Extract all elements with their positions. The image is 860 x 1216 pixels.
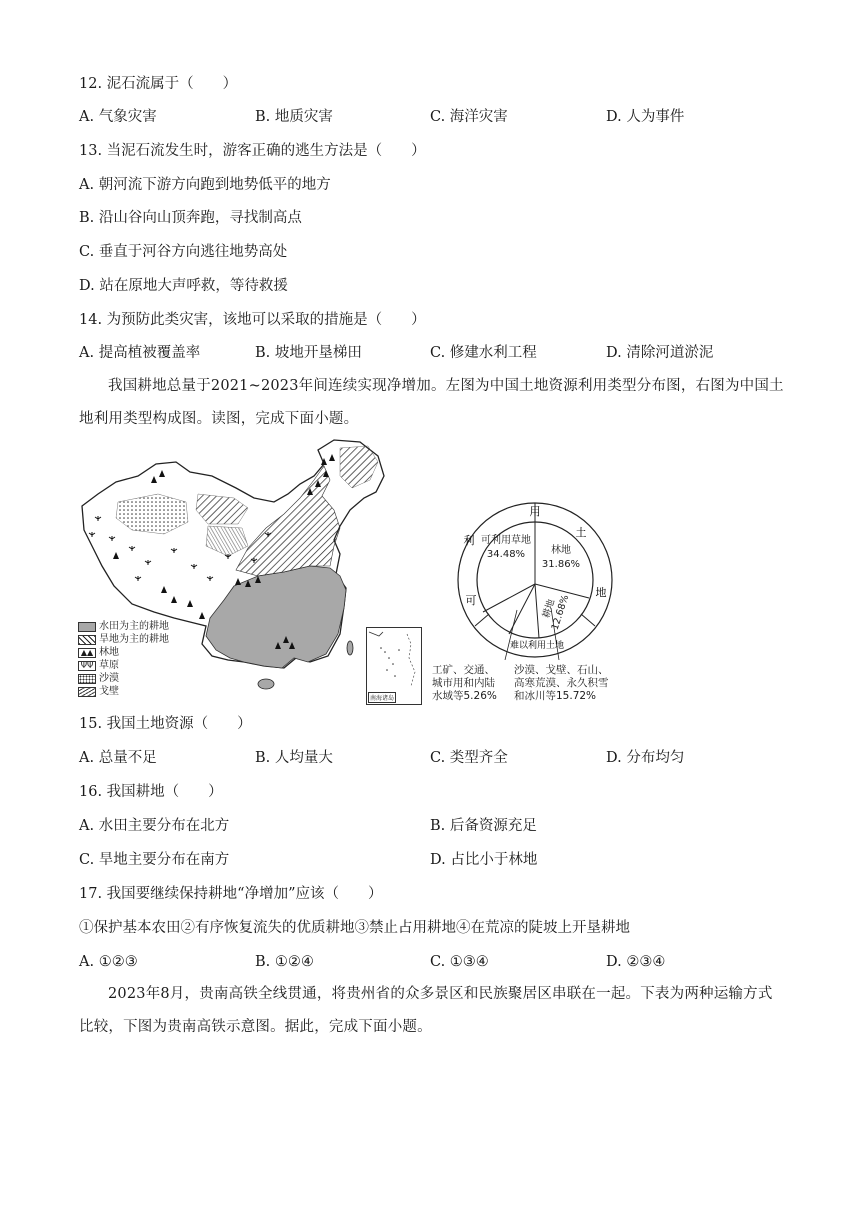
q12-option-b: B. 地质灾害 [255, 109, 333, 125]
q13-option-a: A. 朝河流下游方向跑到地势低平的地方 [79, 177, 331, 193]
legend-grassland [78, 659, 169, 672]
ring-char-1: 用 [529, 505, 541, 518]
legend-label-grassland: 草原 [99, 660, 119, 671]
legend-paddy [78, 620, 169, 633]
q17-statements: ①保护基本农田②有序恢复流失的优质耕地③禁止占用耕地④在荒凉的陡坡上开垦耕地 [79, 920, 630, 936]
segment-forest-label: 林地31.86% [541, 545, 581, 570]
q17-option-a: A. ①②③ [79, 954, 138, 970]
q12-option-a: A. 气象灾害 [79, 109, 157, 125]
q15-option-a: A. 总量不足 [79, 750, 157, 766]
legend-forest [78, 646, 169, 659]
inset-map [367, 628, 421, 692]
q14-option-d: D. 清除河道淤泥 [606, 345, 714, 361]
q14-option-b: B. 坡地开垦梯田 [255, 345, 362, 361]
q17-option-b: B. ①②④ [255, 954, 314, 970]
q16-option-a: A. 水田主要分布在北方 [79, 818, 230, 834]
passage-land-resources: 我国耕地总量于2021~2023年间连续实现净增加。左图为中国土地资源利用类型分布图，右图为中国土地利用类型构成图。读图，完成下面小题。 [79, 378, 784, 427]
inset-label: 南海诸岛 [368, 692, 396, 703]
q14-option-c: C. 修建水利工程 [430, 345, 537, 361]
question-15-stem: 15. 我国土地资源（ ） [79, 716, 252, 732]
question-14-stem: 14. 为预防此类灾害，该地可以采取的措施是（ ） [79, 312, 426, 328]
legend-label-desert: 沙漠 [99, 673, 119, 684]
q13-option-d: D. 站在原地大声呼救，等待救援 [79, 278, 288, 294]
passage-guinan-railway: 2023年8月，贵南高铁全线贯通，将贵州省的众多景区和民族聚居区串联在一起。下表为两种运输方式比较，下图为贵南高铁示意图。据此，完成下面小题。 [79, 986, 773, 1035]
ring-label-hard-to-use: 难以利用土地 [509, 641, 565, 651]
q16-option-c: C. 旱地主要分布在南方 [79, 852, 230, 868]
grassland-swatch: ΨΨ [78, 661, 96, 671]
map-legend [78, 620, 169, 698]
q13-option-b: B. 沿山谷向山顶奔跑，寻找制高点 [79, 210, 302, 226]
south-china-sea-inset [366, 627, 422, 705]
q16-option-d: D. 占比小于林地 [430, 852, 538, 868]
forest-swatch: ▲▲ [78, 648, 96, 658]
question-13-stem: 13. 当泥石流发生时，游客正确的逃生方法是（ ） [79, 143, 426, 159]
ring-char-3: 地 [595, 586, 607, 599]
legend-label-forest: 林地 [99, 647, 119, 658]
segment-arable-label: 耕地12.68% [540, 593, 572, 632]
q12-option-d: D. 人为事件 [606, 109, 685, 125]
q16-option-b: B. 后备资源充足 [430, 818, 537, 834]
segment-grassland [479, 534, 533, 574]
question-17-stem: 17. 我国要继续保持耕地“净增加”应该（ ） [79, 886, 383, 902]
q13-option-c: C. 垂直于河谷方向逃往地势高处 [79, 244, 288, 260]
legend-label-gobi: 戈壁 [99, 686, 119, 697]
ring-char-5: 可 [465, 594, 477, 607]
desert-swatch [78, 674, 96, 684]
legend-label-paddy: 水田为主的耕地 [99, 621, 169, 632]
pie-annotation-left: 工矿、交通、城市用和内陆水域等5.26% [432, 664, 497, 702]
gobi-swatch [78, 687, 96, 697]
q14-option-a: A. 提高植被覆盖率 [79, 345, 201, 361]
ring-char-4: 利 [463, 534, 475, 547]
dryland-swatch [78, 635, 96, 645]
q12-option-c: C. 海洋灾害 [430, 109, 508, 125]
paddy-swatch [78, 622, 96, 632]
segment-forest [539, 544, 583, 576]
land-use-composition-diagram [455, 500, 615, 660]
q15-option-c: C. 类型齐全 [430, 750, 508, 766]
ring-char-2: 土 [575, 526, 587, 539]
legend-label-dryland: 旱地为主的耕地 [99, 634, 169, 645]
question-12-stem: 12. 泥石流属于（ ） [79, 76, 238, 92]
legend-dryland [78, 633, 169, 646]
legend-gobi [78, 685, 169, 698]
question-16-stem: 16. 我国耕地（ ） [79, 784, 223, 800]
legend-desert [78, 672, 169, 685]
q15-option-b: B. 人均量大 [255, 750, 333, 766]
segment-grassland-label: 可利用草地34.48% [481, 535, 531, 560]
pie-annotation-right: 沙漠、戈壁、石山、高寒荒漠、永久积雪和冰川等15.72% [514, 664, 609, 702]
q17-option-c: C. ①③④ [430, 954, 489, 970]
q15-option-d: D. 分布均匀 [606, 750, 685, 766]
q17-option-d: D. ②③④ [606, 954, 666, 970]
